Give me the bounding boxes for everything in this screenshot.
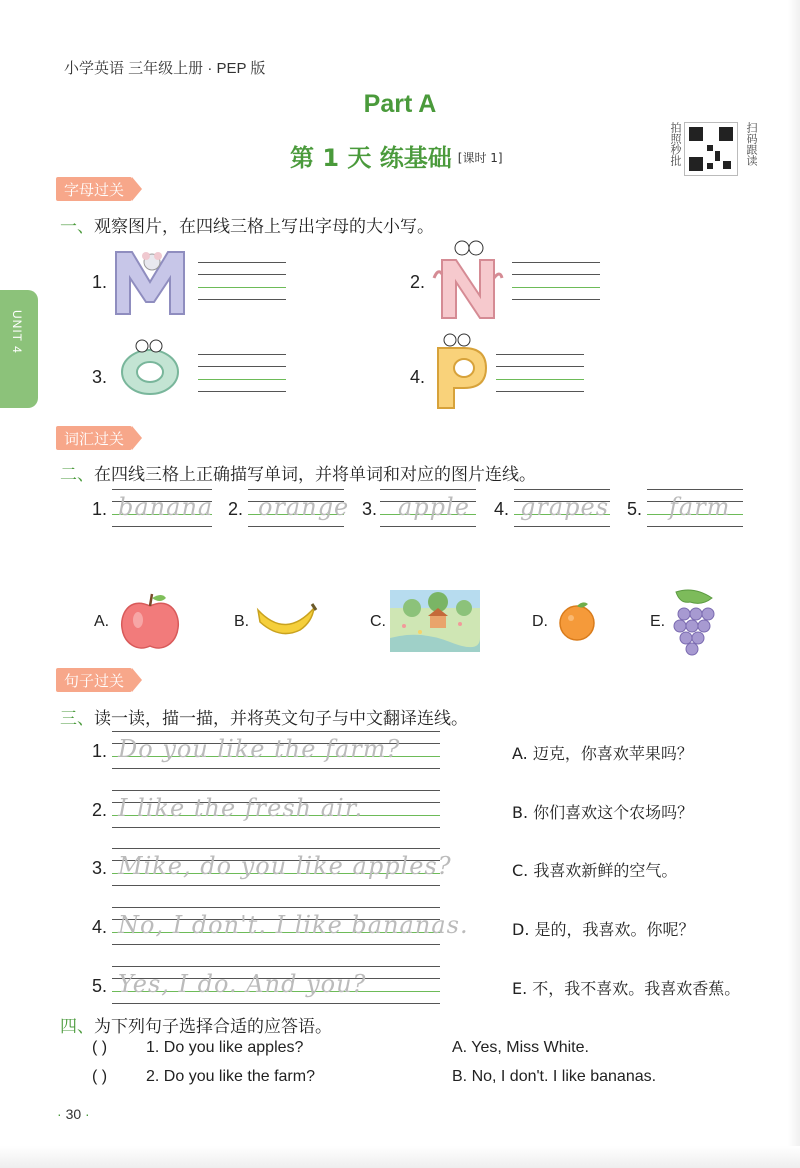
response-option-a: A. Yes, Miss White. <box>452 1039 589 1056</box>
sentence-item-5-number: 5. <box>92 976 108 996</box>
qr-module <box>723 161 731 169</box>
question-2-text: 在四线三格上正确描写单词，并将单词和对应的图片连线。 <box>94 465 536 485</box>
part-title: Part A <box>363 90 437 118</box>
response-prompt-1: 1. Do you like apples? <box>146 1039 304 1056</box>
sentence-lines-2[interactable] <box>112 790 440 828</box>
qr-caption-right: 扫码跟读 <box>745 122 758 166</box>
orange-picture-icon <box>556 600 598 642</box>
question-4-title <box>60 1012 332 1037</box>
qr-finder-2 <box>719 127 733 141</box>
picture-c-label: C. <box>370 613 386 630</box>
letter-item-3-number: 3. <box>92 367 108 387</box>
word-item-5-number: 5. <box>627 499 643 519</box>
word-trace-4: grapes <box>520 493 610 521</box>
section-tag-sentences: 句子过关 <box>56 668 132 692</box>
sentence-item-3-number: 3. <box>92 858 108 878</box>
letter-p-character-picture <box>428 332 492 412</box>
translation-a: A. 迈克，你喜欢苹果吗？ <box>512 744 693 763</box>
question-1-text: 观察图片，在四线三格上写出字母的大小写。 <box>94 217 434 237</box>
sentence-item-4-number: 4. <box>92 917 108 937</box>
qr-finder-1 <box>689 127 703 141</box>
writing-lines-3[interactable] <box>198 354 286 392</box>
word-lines-3[interactable] <box>380 489 476 527</box>
answer-bracket-2[interactable]: ( ) <box>92 1068 108 1085</box>
translation-b: B. 你们喜欢这个农场吗？ <box>512 803 694 822</box>
question-3-title <box>60 704 468 729</box>
lesson-tag: [课时 1] <box>457 151 503 165</box>
word-lines-1[interactable] <box>112 489 212 527</box>
question-3-number: 三、 <box>60 709 94 729</box>
sentence-trace-3: Mike, do you like apples? <box>118 852 452 880</box>
question-1-title <box>60 212 434 237</box>
banana-picture-icon <box>256 600 318 638</box>
letter-item-4-number: 4. <box>410 367 426 387</box>
page-number-value: 30 <box>65 1106 82 1122</box>
page-edge-shadow <box>788 0 800 1168</box>
word-trace-3: apple <box>398 493 470 521</box>
word-item-1-number: 1. <box>92 499 108 519</box>
book-header: 小学英语 三年级上册 · PEP 版 <box>64 60 266 77</box>
page-number-dot-right: · <box>85 1106 90 1122</box>
apple-picture-icon <box>118 590 182 652</box>
grapes-picture-icon <box>668 588 720 656</box>
question-2-number: 二、 <box>60 465 94 485</box>
writing-lines-1[interactable] <box>198 262 286 300</box>
page-number <box>57 1106 90 1122</box>
word-item-2-number: 2. <box>228 499 244 519</box>
letter-n-character-picture <box>430 238 504 324</box>
letter-m-mouse-picture <box>110 244 190 320</box>
sentence-trace-4: No, I don't. I like bananas. <box>118 911 469 939</box>
question-4-text: 为下列句子选择合适的应答语。 <box>94 1017 332 1037</box>
writing-lines-4[interactable] <box>496 354 584 392</box>
day-title-text: 第 1 天 练基础 <box>290 144 452 172</box>
qr-module <box>715 151 720 161</box>
page-bottom-edge <box>0 1146 800 1168</box>
sentence-trace-5: Yes, I do. And you? <box>118 970 367 998</box>
word-lines-5[interactable] <box>647 489 743 527</box>
letter-item-2-number: 2. <box>410 272 426 292</box>
page-number-dot-left: · <box>57 1106 62 1122</box>
sentence-item-1-number: 1. <box>92 741 108 761</box>
day-title <box>290 138 503 173</box>
question-1-number: 一、 <box>60 217 94 237</box>
letter-item-1-number: 1. <box>92 272 108 292</box>
qr-module <box>707 163 713 169</box>
section-tag-letters: 字母过关 <box>56 177 132 201</box>
word-item-4-number: 4. <box>494 499 510 519</box>
picture-e-label: E. <box>650 613 666 630</box>
qr-code-icon[interactable] <box>684 122 738 176</box>
picture-a-label: A. <box>94 613 110 630</box>
word-item-3-number: 3. <box>362 499 378 519</box>
question-2-title <box>60 460 536 485</box>
translation-e: E. 不，我不喜欢。我喜欢香蕉。 <box>512 979 741 998</box>
writing-lines-2[interactable] <box>512 262 600 300</box>
letter-o-character-picture <box>112 336 188 398</box>
sentence-lines-1[interactable] <box>112 731 440 769</box>
picture-b-label: B. <box>234 613 250 630</box>
word-lines-4[interactable] <box>514 489 610 527</box>
section-tag-words: 词汇过关 <box>56 426 132 450</box>
question-4-number: 四、 <box>60 1017 94 1037</box>
sentence-trace-2: I like the fresh air. <box>118 794 364 822</box>
qr-finder-3 <box>689 157 703 171</box>
unit-side-tab-label: UNIT 4 <box>10 310 24 354</box>
sentence-lines-4[interactable] <box>112 907 469 945</box>
response-option-b: B. No, I don't. I like bananas. <box>452 1068 657 1085</box>
answer-bracket-1[interactable]: ( ) <box>92 1039 108 1056</box>
sentence-item-2-number: 2. <box>92 800 108 820</box>
sentence-lines-5[interactable] <box>112 966 440 1004</box>
word-lines-2[interactable] <box>248 489 350 527</box>
qr-module <box>707 145 713 151</box>
qr-caption-left: 拍照秒批 <box>669 122 682 166</box>
response-prompt-2: 2. Do you like the farm? <box>146 1068 315 1085</box>
picture-d-label: D. <box>532 613 548 630</box>
sentence-trace-1: Do you like the farm? <box>118 735 401 763</box>
sentence-lines-3[interactable] <box>112 848 452 886</box>
farm-picture-icon <box>390 590 480 652</box>
unit-side-tab <box>0 290 38 408</box>
word-trace-2: orange <box>258 493 350 521</box>
word-trace-5: farm <box>669 493 731 521</box>
translation-d: D. 是的，我喜欢。你呢？ <box>512 920 695 939</box>
question-3-text: 读一读，描一描，并将英文句子与中文翻译连线。 <box>94 709 468 729</box>
word-trace-1: banana <box>118 493 214 521</box>
translation-c: C. 我喜欢新鲜的空气。 <box>512 861 678 880</box>
